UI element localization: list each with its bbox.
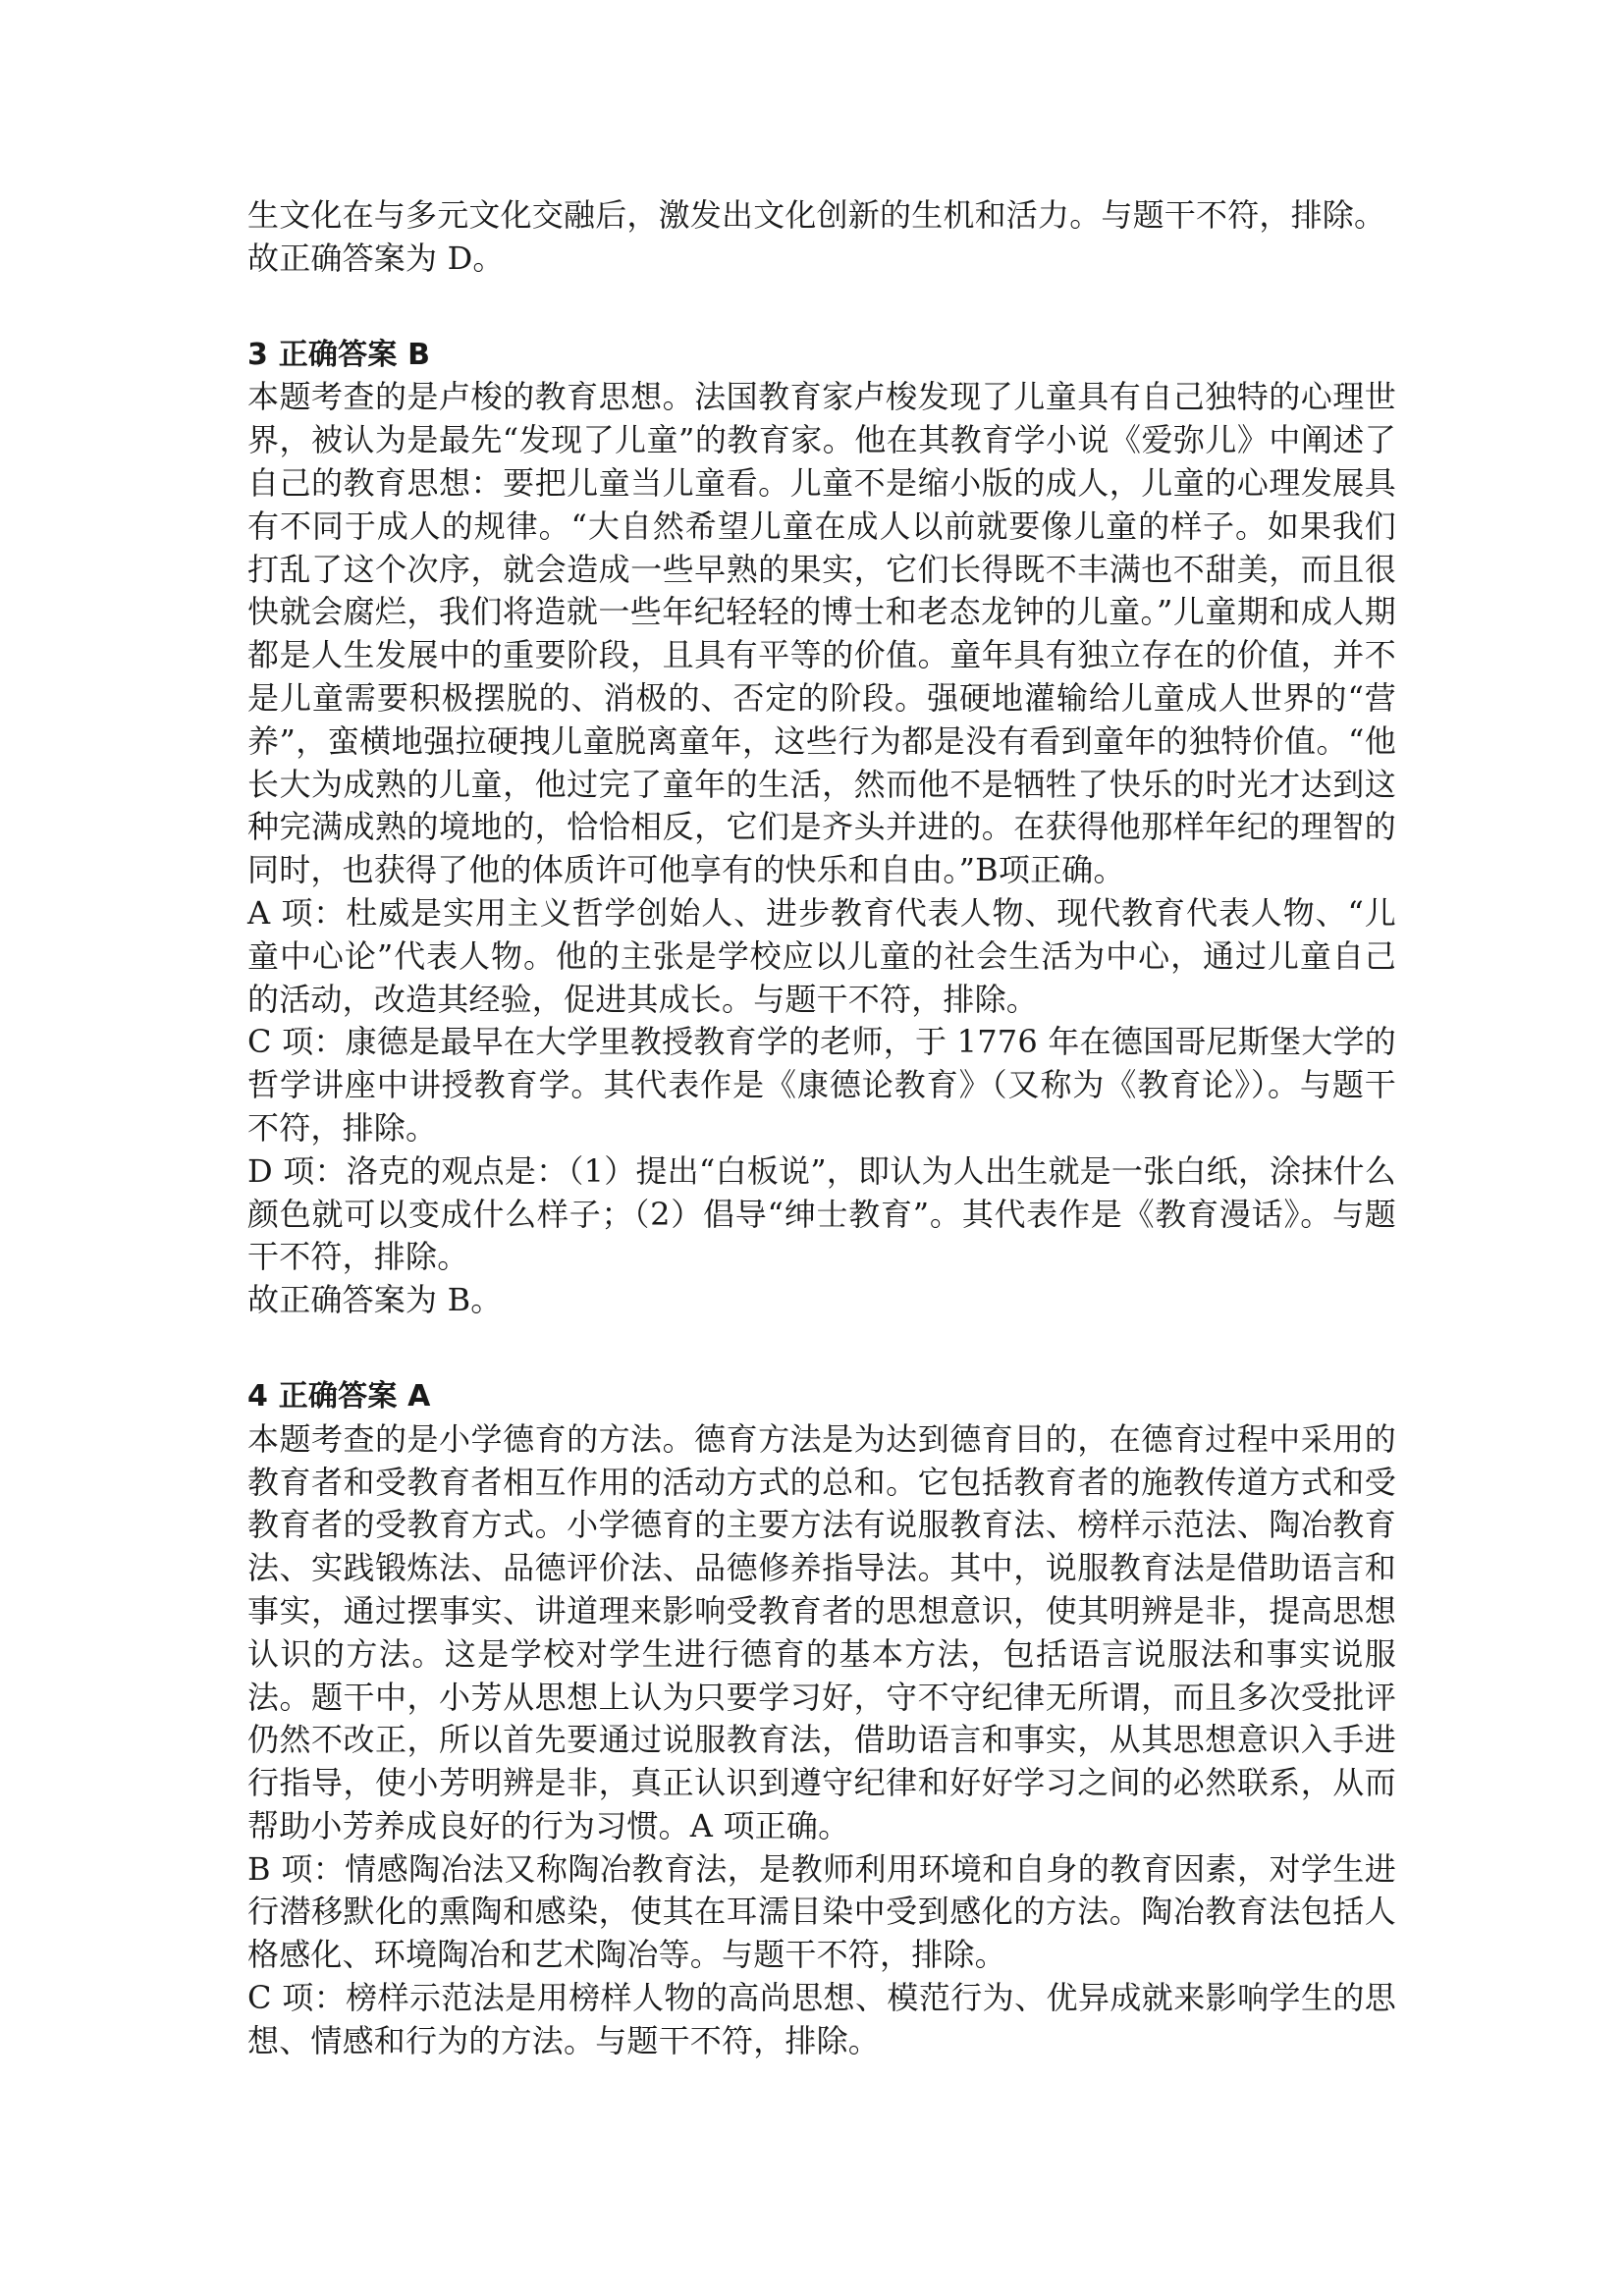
option-d-paragraph: D 项：洛克的观点是：（1）提出“白板说”，即认为人出生就是一张白纸，涂抹什么颜色就可以变成什么样子；（2）倡导“绅士教育”。其代表作是《教育漫话》。与题干不符，排除。 [247, 1151, 1396, 1276]
option-a-paragraph: A 项：杜威是实用主义哲学创始人、进步教育代表人物、现代教育代表人物、“儿童中心论”代表人物。他的主张是学校应以儿童的社会生活为中心，通过儿童自己的活动，改造其经验，促进其成长。与题干不符，排除。 [247, 893, 1396, 1018]
option-c-paragraph: C 项：榜样示范法是用榜样人物的高尚思想、模范行为、优异成就来影响学生的思想、情感和行为的方法。与题干不符，排除。 [247, 1979, 1396, 2059]
answer-section-4 [247, 1375, 1396, 2063]
final-answer-line: 故正确答案为 B。 [247, 1281, 503, 1319]
option-c-paragraph: C 项：康德是最早在大学里教授教育学的老师，于 1776 年在德国哥尼斯堡大学的哲学讲座中讲授教育学。其代表作是《康德论教育》（又称为《教育论》）。与题干不符，排除。 [247, 1023, 1396, 1147]
intro-line: 生文化在与多元文化交融后，激发出文化创新的生机和活力。与题干不符，排除。 [247, 196, 1386, 234]
answer-section-3 [247, 334, 1396, 1322]
section-gap [247, 1322, 1396, 1375]
explanation-paragraph: 本题考查的是卢梭的教育思想。法国教育家卢梭发现了儿童具有自己独特的心理世界，被认为是最先“发现了儿童”的教育家。他在其教育学小说《爱弥儿》中阐述了自己的教育思想：要把儿童当儿童看。儿童不是缩小版的成人，儿童的心理发展具有不同于成人的规律。“大自然希望儿童在成人以前就要像儿童的样子。如果我们打乱了这个次序，就会造成一些早熟的果实，它们长得既不丰满也不甜美，而且很快就会腐烂，我们将造就一些年纪轻轻的博士和老态龙钟的儿童。”儿童期和成人期都是人生发展中的重要阶段，且具有平等的价值。童年具有独立存在的价值，并不是儿童需要积极摆脱的、消极的、否定的阶段。强硬地灌输给儿童成人世界的“营养”，蛮横地强拉硬拽儿童脱离童年，这些行为都是没有看到童年的独特价值。“他长大为成熟的儿童，他过完了童年的生活，然而他不是牺牲了快乐的时光才达到这种完满成熟的境地的，恰恰相反，它们是齐头并进的。在获得他那样年纪的理智的同时，也获得了他的体质许可他享有的快乐和自由。”B项正确。 [247, 378, 1396, 889]
option-b-paragraph: B 项：情感陶冶法又称陶冶教育法，是教师利用环境和自身的教育因素，对学生进行潜移默化的熏陶和感染，使其在耳濡目染中受到感化的方法。陶冶教育法包括人格感化、环境陶冶和艺术陶冶等。与题干不符，排除。 [247, 1849, 1396, 1974]
answer-heading-3: 3 正确答案 B [247, 337, 431, 372]
section-gap [247, 281, 1396, 334]
explanation-paragraph: 本题考查的是小学德育的方法。德育方法是为达到德育目的，在德育过程中采用的教育者和受教育者相互作用的活动方式的总和。它包括教育者的施教传道方式和受教育者的受教育方式。小学德育的主要方法有说服教育法、榜样示范法、陶冶教育法、实践锻炼法、品德评价法、品德修养指导法。其中，说服教育法是借助语言和事实，通过摆事实、讲道理来影响受教育者的思想意识，使其明辨是非，提高思想认识的方法。这是学校对学生进行德育的基本方法，包括语言说服法和事实说服法。题干中，小芳从思想上认为只要学习好，守不守纪律无所谓，而且多次受批评仍然不改正，所以首先要通过说服教育法，借助语言和事实，从其思想意识入手进行指导，使小芳明辨是非，真正认识到遵守纪律和好好学习之间的必然联系，从而帮助小芳养成良好的行为习惯。A 项正确。 [247, 1419, 1396, 1844]
document-page [247, 194, 1396, 2063]
intro-answer-line: 故正确答案为 D。 [247, 239, 505, 277]
answer-heading-4: 4 正确答案 A [247, 1378, 431, 1414]
